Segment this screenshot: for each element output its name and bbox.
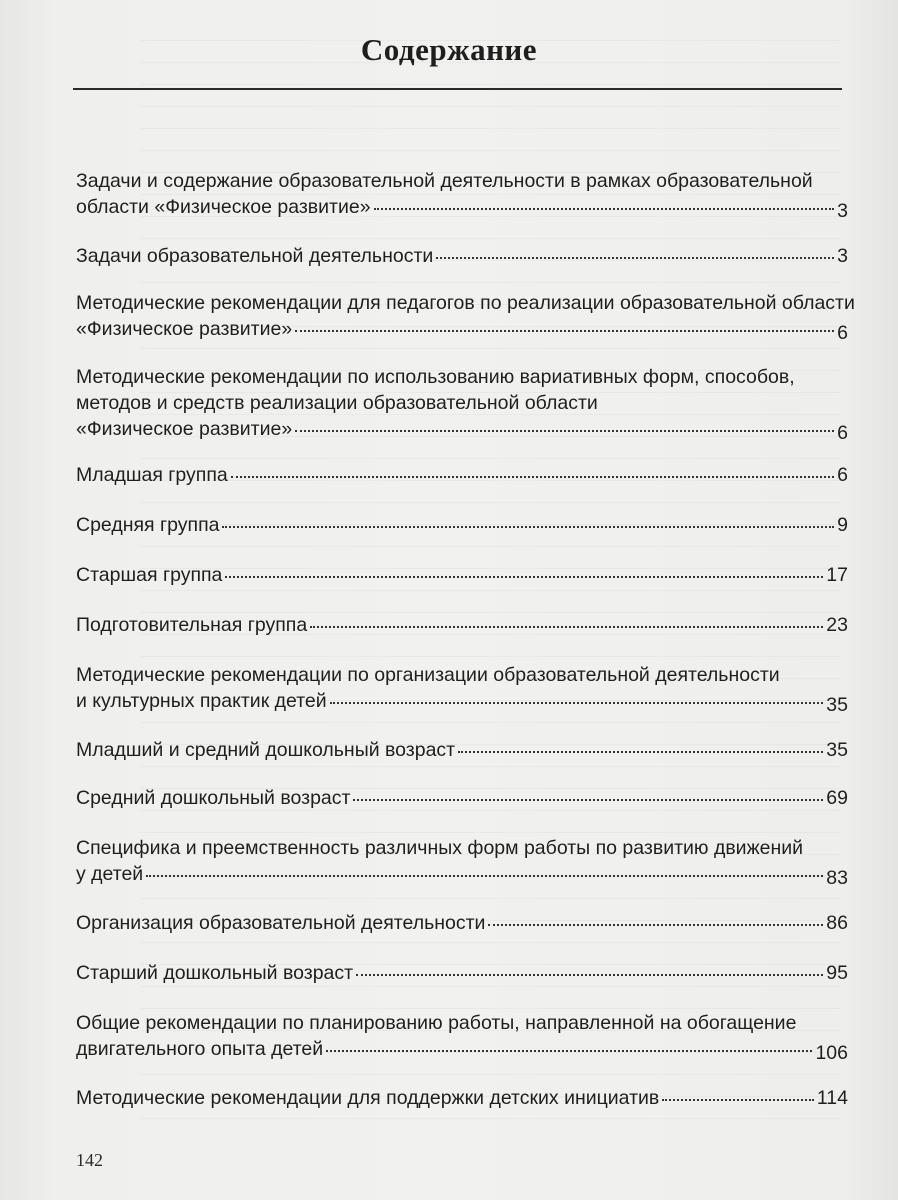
toc-entry[interactable] xyxy=(76,290,855,344)
toc-entry[interactable] xyxy=(76,662,848,714)
toc-entry-title-line: методов и средств реализации образовательной области xyxy=(76,392,598,414)
dot-leader xyxy=(662,1098,814,1101)
toc-entry[interactable] xyxy=(76,612,848,638)
toc-entry[interactable] xyxy=(76,512,848,538)
toc-page-number: 9 xyxy=(837,514,848,536)
toc-entry-last-line xyxy=(76,316,848,342)
toc-entry[interactable] xyxy=(76,364,848,442)
toc-entry[interactable] xyxy=(76,243,848,269)
toc-entry-last-line xyxy=(76,1085,848,1111)
dot-leader xyxy=(356,973,823,976)
toc-entry-last-line xyxy=(76,562,848,588)
toc-entry-last-line xyxy=(76,785,848,811)
toc-entry-last-line xyxy=(76,737,848,763)
toc-entry-title-line: Средний дошкольный возраст xyxy=(76,787,351,809)
toc-entry[interactable] xyxy=(76,737,848,763)
toc-entry[interactable] xyxy=(76,1010,848,1062)
toc-page-number: 86 xyxy=(826,912,848,934)
toc-entry-last-line xyxy=(76,243,848,269)
toc-page-number: 6 xyxy=(837,422,848,444)
toc-page-number: 83 xyxy=(826,867,848,889)
dot-leader xyxy=(295,329,834,332)
dot-leader xyxy=(330,701,824,704)
toc-entry-title-line: у детей xyxy=(76,863,144,885)
toc-entry-title-line: двигательного опыта детей xyxy=(76,1038,324,1060)
toc-entry-last-line xyxy=(76,1036,848,1062)
dot-leader xyxy=(146,874,823,877)
toc-entry[interactable] xyxy=(76,910,848,936)
toc-page-number: 3 xyxy=(837,245,848,267)
toc-entry-last-line xyxy=(76,416,848,442)
toc-entry[interactable] xyxy=(76,462,848,488)
dot-leader xyxy=(326,1049,812,1052)
dot-leader xyxy=(222,525,834,528)
toc-entry-title-line: Подготовительная группа xyxy=(76,614,308,636)
toc-entry-title-line: Задачи образовательной деятельности xyxy=(76,245,434,267)
toc-entry-last-line xyxy=(76,612,848,638)
toc-page-number: 23 xyxy=(826,614,848,636)
dot-leader xyxy=(436,256,834,259)
toc-entry-title-line: Методические рекомендации по использованию вариативных форм, способов, xyxy=(76,366,795,388)
toc-entry-last-line xyxy=(76,960,848,986)
toc-page-number: 6 xyxy=(837,464,848,486)
toc-entry-title-line: Младший и средний дошкольный возраст xyxy=(76,739,456,761)
toc-page-number: 69 xyxy=(826,787,848,809)
toc-entry-last-line xyxy=(76,861,848,887)
dot-leader xyxy=(225,575,823,578)
dot-leader xyxy=(353,798,823,801)
toc-page-number: 3 xyxy=(837,200,848,222)
dot-leader xyxy=(295,429,834,432)
toc-entry[interactable] xyxy=(76,168,848,220)
dot-leader xyxy=(374,207,835,210)
toc-entry[interactable] xyxy=(76,960,848,986)
toc-entry-title-line: Старшая группа xyxy=(76,564,223,586)
toc-page-number: 17 xyxy=(826,564,848,586)
toc-entry[interactable] xyxy=(76,785,848,811)
toc-entry[interactable] xyxy=(76,835,848,887)
toc-page-number: 106 xyxy=(815,1042,848,1064)
toc-entry-last-line xyxy=(76,462,848,488)
toc-page-number: 35 xyxy=(826,694,848,716)
dot-leader xyxy=(488,923,823,926)
toc-page-number: 35 xyxy=(826,739,848,761)
dot-leader xyxy=(231,475,834,478)
toc-page-number: 114 xyxy=(816,1087,848,1109)
toc-entry-title-line: «Физическое развитие» xyxy=(76,318,293,340)
toc-page-number: 95 xyxy=(826,962,848,984)
toc-entry-title-line: Задачи и содержание образовательной деятельности в рамках образовательной xyxy=(76,170,813,192)
page-number: 142 xyxy=(76,1150,103,1170)
toc-entry-title-line: «Физическое развитие» xyxy=(76,418,293,440)
toc-entry[interactable] xyxy=(76,562,848,588)
toc-entry-title-line: Методические рекомендации для педагогов по реализации образовательной области xyxy=(76,292,855,314)
dot-leader xyxy=(458,750,823,753)
toc-entry-title-line: Организация образовательной деятельности xyxy=(76,912,486,934)
toc-entry-title-line: Общие рекомендации по планированию работы, направленной на обогащение xyxy=(76,1012,797,1034)
toc-entry-last-line xyxy=(76,910,848,936)
toc-page-number: 6 xyxy=(837,322,848,344)
toc-entry-title-line: Младшая группа xyxy=(76,464,228,486)
toc-entry-title-line: Специфика и преемственность различных форм работы по развитию движений xyxy=(76,837,804,859)
toc-entry-last-line xyxy=(76,194,848,220)
toc-entry[interactable] xyxy=(76,1085,848,1111)
toc-entry-title-line: Методические рекомендации для поддержки детских инициатив xyxy=(76,1087,660,1109)
page-title: Содержание xyxy=(360,32,538,67)
toc-entry-title-line: и культурных практик детей xyxy=(76,690,327,712)
toc-entry-title-line: Методические рекомендации по организации образовательной деятельности xyxy=(76,664,780,686)
toc-entry-last-line xyxy=(76,688,848,714)
dot-leader xyxy=(310,625,823,628)
toc-entry-title-line: области «Физическое развитие» xyxy=(76,196,371,218)
toc-entry-title-line: Средняя группа xyxy=(76,514,220,536)
toc-entry-title-line: Старший дошкольный возраст xyxy=(76,962,354,984)
toc-entry-last-line xyxy=(76,512,848,538)
